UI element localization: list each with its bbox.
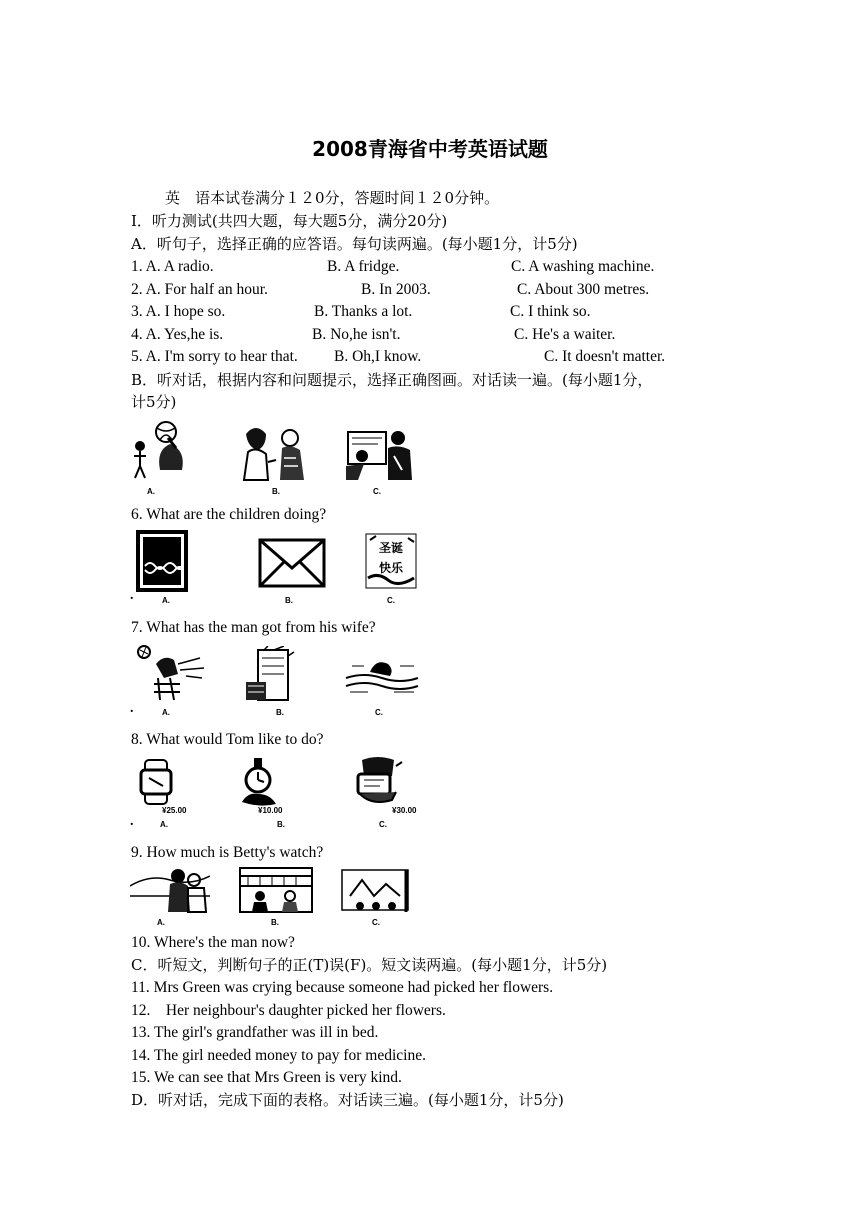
q8-picture-c bbox=[344, 656, 420, 696]
q2-option-a: 2. A. For half an hour. bbox=[131, 281, 268, 298]
section-a-heading: A．听句子，选择正确的应答语。每句读两遍。(每小题1分，计5分) bbox=[131, 235, 578, 253]
section-b-heading: B．听对话，根据内容和问题提示，选择正确图画。对话读一遍。(每小题1分， bbox=[131, 371, 653, 389]
q4-option-b: B. No,he isn't. bbox=[312, 326, 401, 343]
q6-picture-c bbox=[342, 426, 416, 482]
q3-option-b: B. Thanks a lot. bbox=[314, 303, 413, 320]
q5-option-b: B. Oh,I know. bbox=[334, 348, 422, 365]
q11-statement: 11. Mrs Green was crying because someone had picked her flowers. bbox=[131, 979, 554, 996]
q7-picture-b bbox=[258, 538, 326, 588]
q9-label-b: B. bbox=[277, 820, 285, 829]
q10-label-a: A. bbox=[157, 918, 165, 927]
q6-question: 6. What are the children doing? bbox=[131, 506, 327, 523]
section-c-heading: C．听短文，判断句子的正(T)误(F)。短文读两遍。(每小题1分，计5分) bbox=[131, 956, 608, 974]
section-b-heading-cont: 计5分) bbox=[131, 393, 177, 411]
q3-option-c: C. I think so. bbox=[510, 303, 591, 320]
q1-option-b: B. A fridge. bbox=[327, 258, 400, 275]
page-title: 2008青海省中考英语试题 bbox=[312, 137, 548, 161]
q9-label-c: C. bbox=[379, 820, 387, 829]
q8-label-a: A. bbox=[162, 708, 170, 717]
q8-question: 8. What would Tom like to do? bbox=[131, 731, 324, 748]
q10-label-c: C. bbox=[372, 918, 380, 927]
section-d-heading: D．听对话，完成下面的表格。对话读三遍。(每小题1分，计5分) bbox=[131, 1091, 564, 1109]
intro-text: 英 语本试卷满分１２0分，答题时间１２0分钟。 bbox=[165, 189, 500, 207]
q9-bullet: . bbox=[130, 814, 134, 829]
q1-option-c: C. A washing machine. bbox=[511, 258, 655, 275]
q4-option-a: 4. A. Yes,he is. bbox=[131, 326, 224, 343]
q8-label-c: C. bbox=[375, 708, 383, 717]
q9-price-c: ¥30.00 bbox=[392, 806, 417, 815]
q9-label-a: A. bbox=[160, 820, 168, 829]
q1-option-a: 1. A. A radio. bbox=[131, 258, 214, 275]
q7-card-text-1: 圣诞 bbox=[378, 541, 404, 555]
q9-picture-c bbox=[352, 756, 404, 808]
q15-statement: 15. We can see that Mrs Green is very kind. bbox=[131, 1069, 402, 1086]
q6-label-c: C. bbox=[373, 487, 381, 496]
q7-label-b: B. bbox=[285, 596, 293, 605]
q8-picture-b bbox=[244, 646, 296, 702]
q5-option-a: 5. A. I'm sorry to hear that. bbox=[131, 348, 298, 365]
q7-question: 7. What has the man got from his wife? bbox=[131, 619, 376, 636]
q7-bullet: . bbox=[130, 588, 134, 603]
q9-question: 9. How much is Betty's watch? bbox=[131, 844, 324, 861]
q5-option-c: C. It doesn't matter. bbox=[544, 348, 666, 365]
q7-card-text-2: 快乐 bbox=[378, 561, 404, 575]
q10-question: 10. Where's the man now? bbox=[131, 934, 295, 951]
q7-picture-c bbox=[364, 532, 418, 590]
q7-picture-a bbox=[136, 530, 188, 592]
q6-label-a: A. bbox=[147, 487, 155, 496]
q8-picture-a bbox=[134, 644, 208, 702]
q9-price-b: ¥10.00 bbox=[258, 806, 283, 815]
q12-statement: 12. Her neighbour's daughter picked her flowers. bbox=[131, 1002, 446, 1019]
q6-picture-a bbox=[130, 420, 192, 482]
q9-price-a: ¥25.00 bbox=[162, 806, 187, 815]
q7-label-a: A. bbox=[162, 596, 170, 605]
q7-label-c: C. bbox=[387, 596, 395, 605]
q8-label-b: B. bbox=[276, 708, 284, 717]
q14-statement: 14. The girl needed money to pay for medicine. bbox=[131, 1047, 426, 1064]
q9-picture-a bbox=[135, 758, 177, 806]
part1-heading: Ⅰ．听力测试(共四大题，每大题5分，满分20分) bbox=[131, 212, 448, 230]
q3-option-a: 3. A. I hope so. bbox=[131, 303, 226, 320]
q4-option-c: C. He's a waiter. bbox=[514, 326, 616, 343]
q10-picture-b bbox=[238, 866, 314, 914]
q10-picture-c bbox=[340, 866, 412, 914]
q13-statement: 13. The girl's grandfather was ill in bed. bbox=[131, 1024, 379, 1041]
q6-picture-b bbox=[238, 424, 312, 482]
q2-option-b: B. In 2003. bbox=[361, 281, 431, 298]
q2-option-c: C. About 300 metres. bbox=[517, 281, 650, 298]
q6-label-b: B. bbox=[272, 487, 280, 496]
q10-label-b: B. bbox=[271, 918, 279, 927]
q9-picture-b bbox=[236, 758, 280, 808]
q8-bullet: . bbox=[130, 701, 134, 716]
q10-picture-a bbox=[130, 866, 210, 914]
